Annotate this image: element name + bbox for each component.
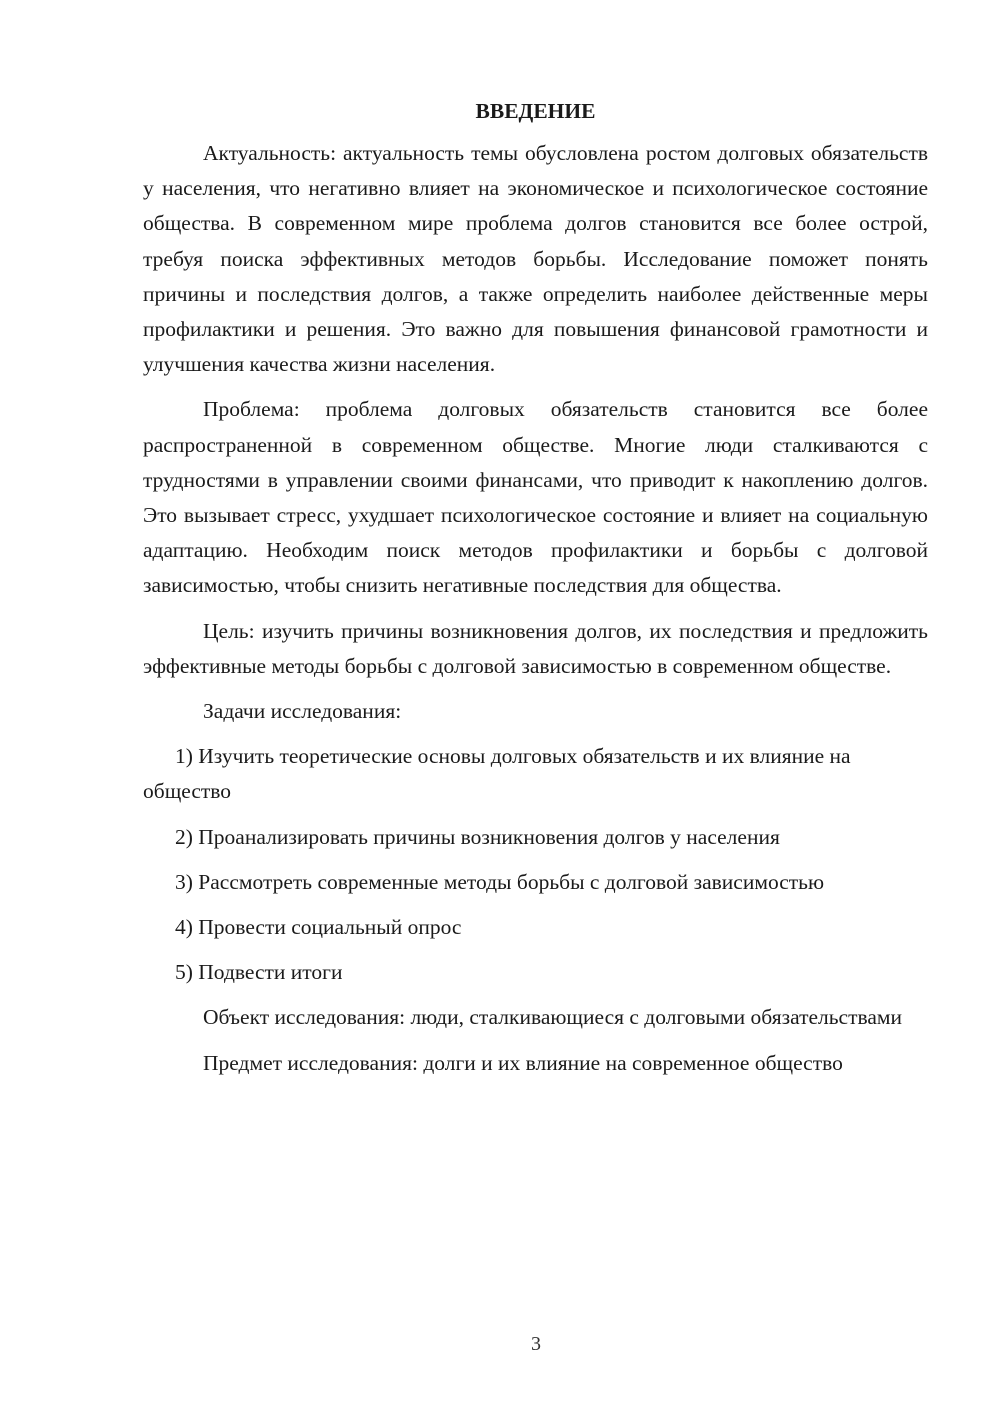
page-title: ВВЕДЕНИЕ xyxy=(475,99,596,123)
document-page xyxy=(143,96,928,1091)
paragraph-problem: Проблема: проблема долговых обязательств становится все более распространенной в современном обществе. Многие люди сталкиваются с трудностями в управлении своими финансами, что приводит к накоплению долгов. Это вызывает стресс, ухудшает психологическое состояние и влияет на социальную адаптацию. Необходим поиск методов профилактики и борьбы с долговой зависимостью, чтобы снизить негативные последствия для общества. xyxy=(143,397,928,598)
paragraph-relevance: Актуальность: актуальность темы обусловлена ростом долговых обязательств у населения, что негативно влияет на экономическое и психологическое состояние общества. В современном мире проблема долгов становится все более острой, требуя поиска эффективных методов борьбы. Исследование поможет понять причины и последствия долгов, а также определить наиболее действенные меры профилактики и решения. Это важно для повышения финансовой грамотности и улучшения качества жизни населения. xyxy=(143,141,928,377)
list-item: 2) Проанализировать причины возникновения долгов у населения xyxy=(175,824,780,849)
paragraph-object: Объект исследования: люди, сталкивающиеся с долговыми обязательствами xyxy=(203,1005,903,1030)
tasks-list xyxy=(143,739,928,990)
paragraph-tasks-heading: Задачи исследования: xyxy=(203,699,402,724)
list-item: 4) Провести социальный опрос xyxy=(175,915,462,940)
page-number: 3 xyxy=(531,1333,541,1355)
list-item: 1) Изучить теоретические основы долговых обязательств и их влияние на общество xyxy=(143,744,851,804)
paragraph-goal: Цель: изучить причины возникновения долгов, их последствия и предложить эффективные методы борьбы с долговой зависимостью в современном обществе. xyxy=(143,618,928,678)
list-item: 3) Рассмотреть современные методы борьбы с долговой зависимостью xyxy=(175,869,825,894)
paragraph-subject: Предмет исследования: долги и их влияние на современное общество xyxy=(203,1050,843,1075)
list-item: 5) Подвести итоги xyxy=(175,960,343,985)
